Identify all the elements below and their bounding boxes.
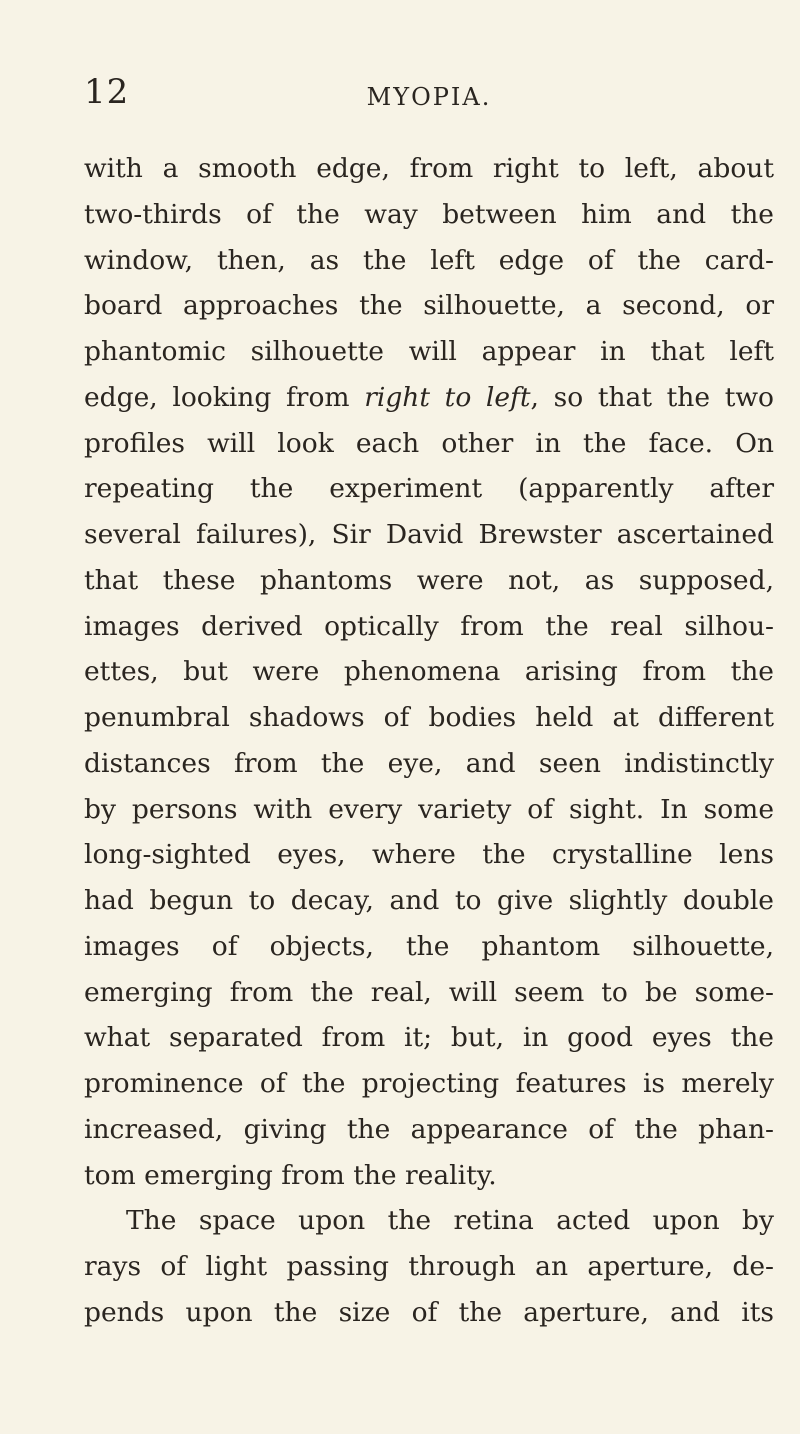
text-line: emerging from the real, will seem to be some-	[84, 976, 774, 1008]
text-line: several failures), Sir David Brewster ascertained	[84, 519, 774, 550]
text-line: images derived optically from the real silhou-	[84, 610, 774, 642]
body-text	[84, 146, 774, 1336]
text-segment: , so that the two	[530, 381, 774, 413]
text-line: rays of light passing through an aperture, de-	[84, 1251, 774, 1282]
text-line: phantomic silhouette will appear in that left	[84, 336, 774, 367]
text-line: window, then, as the left edge of the card-	[84, 244, 774, 276]
text-line: profiles will look each other in the face. On	[84, 427, 774, 459]
text-line: prominence of the projecting features is merely	[84, 1068, 774, 1099]
page-number: 12	[84, 72, 130, 112]
text-line: penumbral shadows of bodies held at different	[84, 702, 774, 733]
running-title: MYOPIA.	[366, 83, 492, 111]
text-line: distances from the eye, and seen indistinctly	[84, 747, 774, 779]
text-line: board approaches the silhouette, a second, or	[84, 290, 774, 322]
text-line: had begun to decay, and to give slightly double	[84, 885, 774, 916]
text-line: that these phantoms were not, as supposed,	[84, 564, 774, 596]
text-line: with a smooth edge, from right to left, about	[84, 153, 774, 184]
text-line: tom emerging from the reality.	[84, 1159, 497, 1191]
text-line: The space upon the retina acted upon by	[126, 1205, 774, 1237]
text-line	[84, 375, 774, 421]
text-segment: edge, looking from	[84, 381, 365, 413]
running-head	[84, 72, 774, 122]
text-line: repeating the experiment (apparently after	[84, 473, 774, 505]
text-line: what separated from it; but, in good eyes the	[84, 1022, 774, 1054]
text-line: images of objects, the phantom silhouette,	[84, 930, 774, 962]
text-line: ettes, but were phenomena arising from the	[84, 656, 774, 688]
text-line: long-sighted eyes, where the crystalline lens	[84, 839, 774, 871]
text-line: increased, giving the appearance of the phan-	[84, 1113, 774, 1145]
text-line: two-thirds of the way between him and the	[84, 198, 774, 230]
text-line: by persons with every variety of sight. In some	[84, 793, 774, 825]
text-line: pends upon the size of the aperture, and its	[84, 1296, 774, 1328]
italic-phrase: right to left	[364, 381, 531, 413]
